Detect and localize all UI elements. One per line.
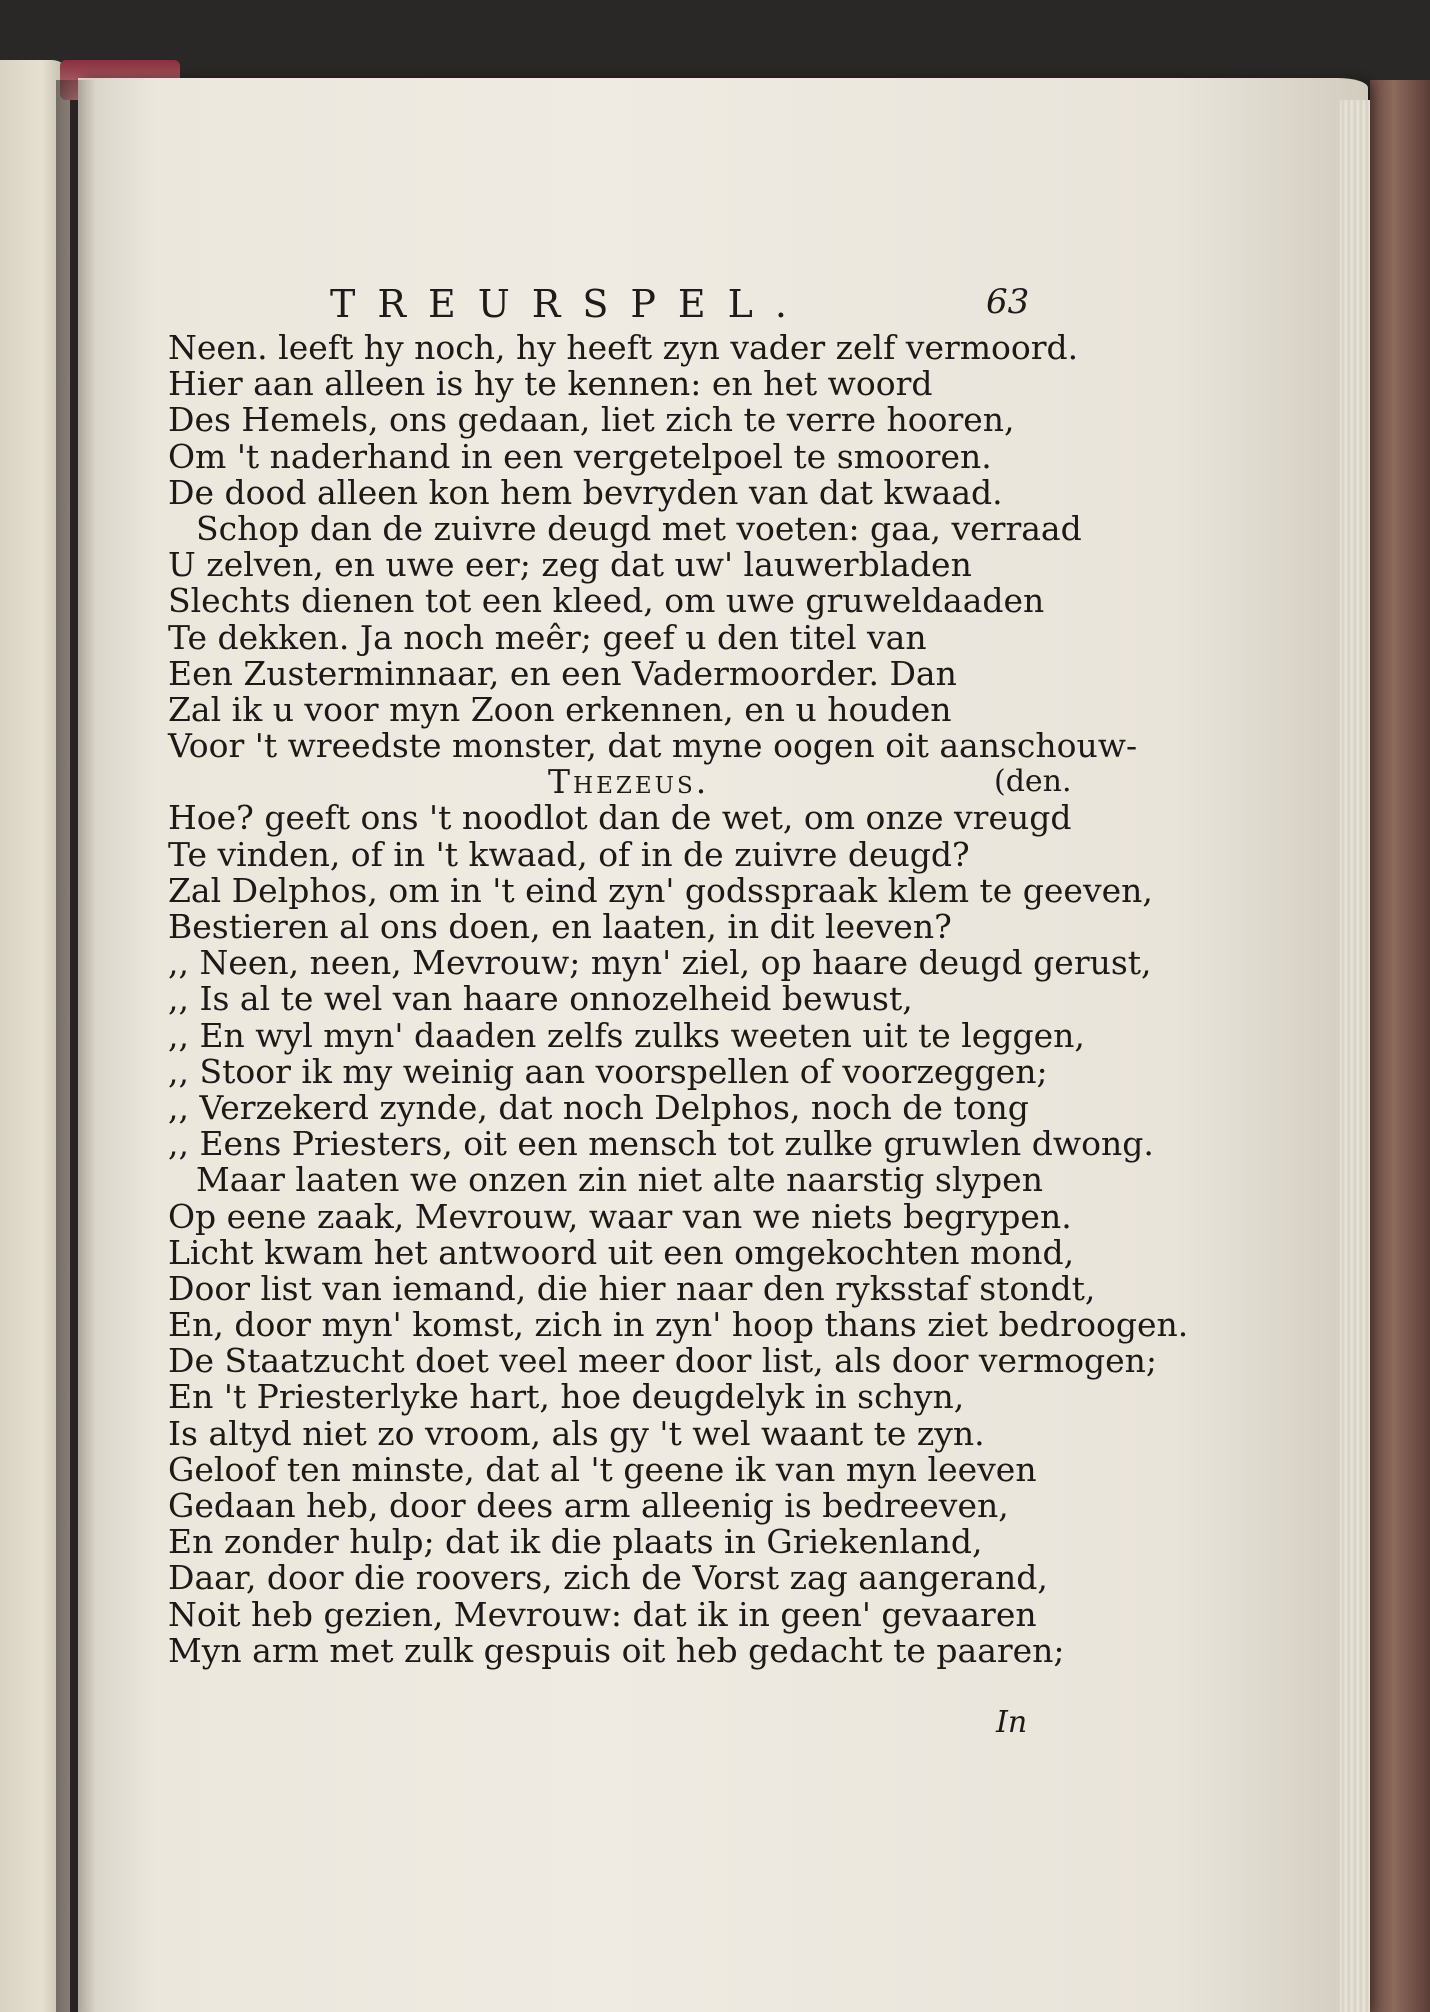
verse-line: U zelven, en uwe eer; zeg dat uw' lauwerbladen xyxy=(168,545,972,585)
verse-line: ,, Is al te wel van haare onnozelheid bewust, xyxy=(168,979,913,1019)
verse-line: Licht kwam het antwoord uit een omgekochten mond, xyxy=(168,1232,1075,1272)
verse-line: De dood alleen kon hem bevryden van dat kwaad. xyxy=(168,472,1003,512)
verse-line: Op eene zaak, Mevrouw, waar van we niets begrypen. xyxy=(168,1196,1072,1236)
verse-line: Bestieren al ons doen, en laaten, in dit leeven? xyxy=(168,907,952,946)
verse-line: En, door myn' komst, zich in zyn' hoop thans ziet bedroogen. xyxy=(168,1305,1189,1345)
verse-line: Maar laaten we onzen zin niet alte naarstig slypen xyxy=(196,1160,1043,1200)
verse-line: En zonder hulp; dat ik die plaats in Griekenland, xyxy=(168,1522,983,1562)
verse-text xyxy=(168,328,1189,1670)
verse-line: Geloof ten minste, dat al 't geene ik van myn leeven xyxy=(168,1449,1037,1489)
page-header xyxy=(330,282,1060,332)
verse-line: Gedaan heb, door dees arm alleenig is bedreeven, xyxy=(168,1486,1009,1525)
verse-line: En 't Priesterlyke hart, hoe deugdelyk in schyn, xyxy=(168,1377,965,1417)
verse-line: Is altyd niet zo vroom, als gy 't wel waant te zyn. xyxy=(168,1413,985,1453)
verse-line: Zal ik u voor myn Zoon erkennen, en u houden xyxy=(168,689,952,729)
verse-line: Schop dan de zuivre deugd met voeten: gaa, verraad xyxy=(196,508,1082,548)
page-deckle-edge xyxy=(1340,100,1370,2012)
verse-line: ,, Neen, neen, Mevrouw; myn' ziel, op haare deugd gerust, xyxy=(168,943,1152,983)
verse-line: Neen. leeft hy noch, hy heeft zyn vader zelf vermoord. xyxy=(168,328,1079,367)
verse-line: Zal Delphos, om in 't eind zyn' godsspraak klem te geeven, xyxy=(168,870,1153,910)
verse-line: Daar, door die roovers, zich de Vorst zag aangerand, xyxy=(168,1558,1048,1598)
verse-continuation: (den. xyxy=(994,764,1072,800)
verse-line: ,, Eens Priesters, oit een mensch tot zulke gruwlen dwong. xyxy=(168,1124,1154,1164)
verse-line: Noit heb gezien, Mevrouw: dat ik in geen' gevaaren xyxy=(168,1594,1037,1634)
speaker-heading xyxy=(168,762,1072,802)
spine-shadow xyxy=(56,80,96,2012)
verse-line: Voor 't wreedste monster, dat myne oogen oit aanschouw- xyxy=(168,726,1138,766)
verse-line: ,, Verzekerd zynde, dat noch Delphos, noch de tong xyxy=(168,1087,1029,1127)
verse-line: ,, En wyl myn' daaden zelfs zulks weeten uit te leggen, xyxy=(168,1015,1085,1055)
verse-line: Des Hemels, ons gedaan, liet zich te verre hooren, xyxy=(168,400,1015,440)
verse-line: Een Zusterminnaar, en een Vadermoorder. Dan xyxy=(168,653,957,693)
running-title: TREURSPEL. xyxy=(330,282,809,326)
verse-line: Hoe? geeft ons 't noodlot dan de wet, om onze vreugd xyxy=(168,798,1072,838)
verse-line: Myn arm met zulk gespuis oit heb gedacht te paaren; xyxy=(168,1630,1065,1670)
verse-line: Slechts dienen tot een kleed, om uwe gruweldaaden xyxy=(168,581,1045,621)
verse-line: Om 't naderhand in een vergetelpoel te smooren. xyxy=(168,436,992,476)
verse-line: Te vinden, of in 't kwaad, of in de zuivre deugd? xyxy=(168,834,970,874)
catchword: In xyxy=(996,1705,1028,1740)
verse-line: Door list van iemand, die hier naar den ryksstaf stondt, xyxy=(168,1268,1096,1308)
verse-line: ,, Stoor ik my weinig aan voorspellen of voorzeggen; xyxy=(168,1051,1048,1091)
speaker-name: Thezeus. xyxy=(548,762,710,802)
verse-line: Te dekken. Ja noch meêr; geef u den titel van xyxy=(168,617,927,657)
verse-line: De Staatzucht doet veel meer door list, als door vermogen; xyxy=(168,1341,1158,1381)
verse-line: Hier aan alleen is hy te kennen: en het woord xyxy=(168,364,933,404)
page-number: 63 xyxy=(986,282,1030,322)
book-cover-edge xyxy=(1370,80,1430,2012)
